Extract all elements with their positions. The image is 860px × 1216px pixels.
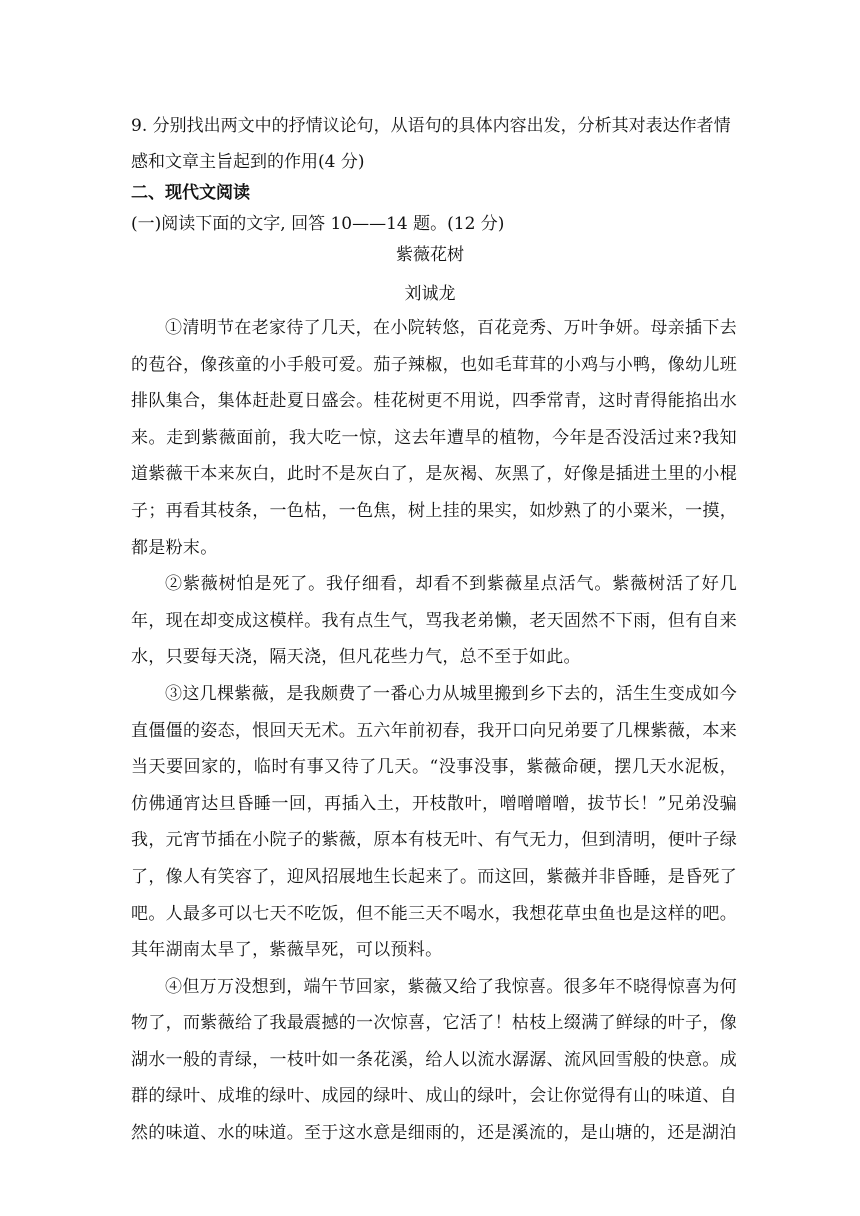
section-heading: 二、现代文阅读 [131, 183, 250, 203]
article-title: 紫薇花树 [396, 245, 464, 265]
question-9: 9. 分别找出两文中的抒情议论句，从语句的具体内容出发，分析其对表达作者情感和文章主旨起到的作用(4 分) [131, 116, 731, 172]
article-author: 刘诚龙 [404, 284, 456, 304]
paragraph-1: ①清明节在老家待了几天，在小院转悠，百花竞秀、万叶争妍。母亲插下去的苞谷，像孩童的小手般可爱。茄子辣椒，也如毛茸茸的小鸡与小鸭，像幼儿班排队集合，集体赶赴夏日盛会。桂花树更不用说，四季常青，这时青得能掐出水来。走到紫薇面前，我大吃一惊，这去年遭旱的植物，今年是否没活过来?我知道紫薇干本来灰白，此时不是灰白了，是灰褐、灰黑了，好像是插进土里的小棍子；再看其枝条，一色枯，一色焦，树上挂的果实，如炒熟了的小粟米，一摸，都是粉末。 [131, 318, 737, 558]
paragraph-2: ②紫薇树怕是死了。我仔细看，却看不到紫薇星点活气。紫薇树活了好几年，现在却变成这模样。我有点生气，骂我老弟懒，老天固然不下雨，但有自来水，只要每天浇，隔天浇，但凡花些力气，总不至于如此。 [131, 574, 737, 668]
paragraph-4: ④但万万没想到，端午节回家，紫薇又给了我惊喜。很多年不晓得惊喜为何物了，而紫薇给了我最震撼的一次惊喜，它活了！枯枝上缀满了鲜绿的叶子，像湖水一般的青绿，一枝叶如一条花溪，给人以流水潺潺、流风回雪般的快意。成群的绿叶、成堆的绿叶、成园的绿叶、成山的绿叶，会让你觉得有山的味道、自然的味道、水的味道。至于这水意是细雨的，还是溪流的，是山塘的，还是湖泊 [131, 976, 737, 1144]
article-body [131, 310, 737, 1152]
reading-instruction: (一)阅读下面的文字, 回答 10——14 题。(12 分) [131, 214, 505, 234]
paragraph-3: ③这几棵紫薇，是我颇费了一番心力从城里搬到乡下去的，活生生变成如今直僵僵的姿态，恨回天无术。五六年前初春，我开口向兄弟要了几棵紫薇，本来当天要回家的，临时有事又待了几天。“没事没事，紫薇命硬，摆几天水泥板，仿佛通宵达旦昏睡一回，再插入土，开枝散叶，噌噌噌噌，拔节长！”兄弟没骗我，元宵节插在小院子的紫薇，原本有枝无叶、有气无力，但到清明，便叶子绿了，像人有笑容了，迎风招展地生长起来了。而这回，紫薇并非昏睡，是昏死了吧。人最多可以七天不吃饭，但不能三天不喝水，我想花草虫鱼也是这样的吧。其年湖南太旱了，紫薇旱死，可以预料。 [131, 683, 737, 961]
